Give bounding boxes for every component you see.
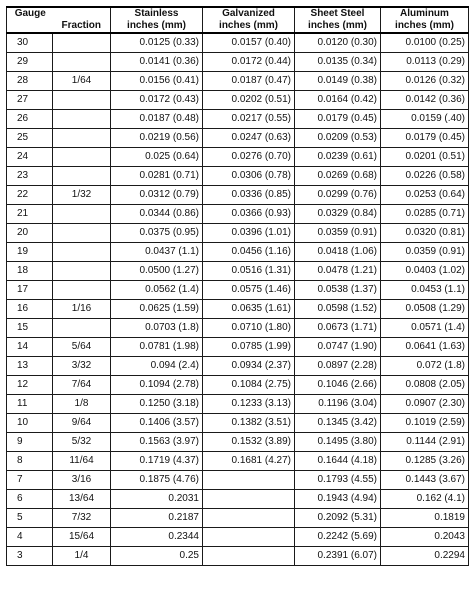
cell-aluminum: 0.1285 (3.26)	[381, 452, 469, 471]
cell-sheet-steel: 0.0179 (0.45)	[295, 110, 381, 129]
table-row	[7, 53, 469, 72]
cell-galvanized: 0.0456 (1.16)	[203, 243, 295, 262]
header-galvanized: Galvanized	[203, 7, 295, 20]
cell-gauge: 23	[7, 167, 53, 186]
cell-fraction: 15/64	[53, 528, 111, 547]
cell-sheet-steel: 0.1046 (2.66)	[295, 376, 381, 395]
cell-galvanized: 0.0202 (0.51)	[203, 91, 295, 110]
table-row	[7, 129, 469, 148]
cell-galvanized: 0.0396 (1.01)	[203, 224, 295, 243]
cell-fraction	[53, 281, 111, 300]
cell-sheet-steel: 0.0239 (0.61)	[295, 148, 381, 167]
header-fraction: Fraction	[53, 20, 111, 33]
cell-stainless: 0.0437 (1.1)	[111, 243, 203, 262]
cell-sheet-steel: 0.1345 (3.42)	[295, 414, 381, 433]
cell-aluminum: 0.1144 (2.91)	[381, 433, 469, 452]
cell-fraction	[53, 91, 111, 110]
cell-sheet-steel: 0.0269 (0.68)	[295, 167, 381, 186]
cell-aluminum: 0.0907 (2.30)	[381, 395, 469, 414]
cell-stainless: 0.0625 (1.59)	[111, 300, 203, 319]
cell-galvanized: 0.0516 (1.31)	[203, 262, 295, 281]
cell-sheet-steel: 0.2092 (5.31)	[295, 509, 381, 528]
cell-fraction: 1/8	[53, 395, 111, 414]
cell-fraction: 7/32	[53, 509, 111, 528]
cell-galvanized: 0.1084 (2.75)	[203, 376, 295, 395]
cell-stainless: 0.0344 (0.86)	[111, 205, 203, 224]
cell-aluminum: 0.0201 (0.51)	[381, 148, 469, 167]
cell-stainless: 0.1406 (3.57)	[111, 414, 203, 433]
table-row	[7, 300, 469, 319]
cell-stainless: 0.094 (2.4)	[111, 357, 203, 376]
cell-stainless: 0.1719 (4.37)	[111, 452, 203, 471]
cell-galvanized: 0.0306 (0.78)	[203, 167, 295, 186]
cell-aluminum: 0.1019 (2.59)	[381, 414, 469, 433]
cell-gauge: 17	[7, 281, 53, 300]
table-row	[7, 205, 469, 224]
cell-gauge: 22	[7, 186, 53, 205]
header-fraction-top	[53, 7, 111, 20]
cell-aluminum: 0.0403 (1.02)	[381, 262, 469, 281]
cell-galvanized: 0.0635 (1.61)	[203, 300, 295, 319]
cell-stainless: 0.2031	[111, 490, 203, 509]
cell-sheet-steel: 0.1943 (4.94)	[295, 490, 381, 509]
cell-sheet-steel: 0.2242 (5.69)	[295, 528, 381, 547]
cell-sheet-steel: 0.1644 (4.18)	[295, 452, 381, 471]
cell-fraction	[53, 167, 111, 186]
cell-stainless: 0.2344	[111, 528, 203, 547]
cell-fraction	[53, 243, 111, 262]
cell-aluminum: 0.2043	[381, 528, 469, 547]
cell-aluminum: 0.0641 (1.63)	[381, 338, 469, 357]
cell-sheet-steel: 0.0164 (0.42)	[295, 91, 381, 110]
cell-fraction	[53, 33, 111, 53]
cell-gauge: 4	[7, 528, 53, 547]
cell-stainless: 0.0312 (0.79)	[111, 186, 203, 205]
cell-fraction: 1/4	[53, 547, 111, 566]
cell-fraction	[53, 148, 111, 167]
cell-sheet-steel: 0.1793 (4.55)	[295, 471, 381, 490]
table-row	[7, 414, 469, 433]
table-row	[7, 528, 469, 547]
cell-fraction	[53, 224, 111, 243]
cell-fraction: 9/64	[53, 414, 111, 433]
cell-galvanized: 0.0217 (0.55)	[203, 110, 295, 129]
cell-gauge: 28	[7, 72, 53, 91]
cell-aluminum: 0.0808 (2.05)	[381, 376, 469, 395]
cell-sheet-steel: 0.0135 (0.34)	[295, 53, 381, 72]
table-row	[7, 509, 469, 528]
cell-sheet-steel: 0.0149 (0.38)	[295, 72, 381, 91]
cell-galvanized	[203, 509, 295, 528]
cell-gauge: 11	[7, 395, 53, 414]
cell-fraction: 1/64	[53, 72, 111, 91]
cell-galvanized: 0.0710 (1.80)	[203, 319, 295, 338]
cell-galvanized: 0.1681 (4.27)	[203, 452, 295, 471]
gauge-table	[6, 6, 469, 566]
cell-stainless: 0.1563 (3.97)	[111, 433, 203, 452]
cell-fraction: 3/16	[53, 471, 111, 490]
gauge-conversion-sheet	[6, 6, 468, 590]
cell-gauge: 21	[7, 205, 53, 224]
table-row	[7, 395, 469, 414]
cell-galvanized	[203, 471, 295, 490]
table-row	[7, 33, 469, 53]
cell-aluminum: 0.0508 (1.29)	[381, 300, 469, 319]
cell-gauge: 24	[7, 148, 53, 167]
cell-gauge: 30	[7, 33, 53, 53]
header-gauge: Gauge	[7, 7, 53, 20]
cell-stainless: 0.1250 (3.18)	[111, 395, 203, 414]
cell-fraction	[53, 129, 111, 148]
cell-galvanized: 0.1382 (3.51)	[203, 414, 295, 433]
cell-galvanized: 0.0575 (1.46)	[203, 281, 295, 300]
cell-aluminum: 0.0100 (0.25)	[381, 33, 469, 53]
cell-aluminum: 0.0159 (.40)	[381, 110, 469, 129]
cell-aluminum: 0.0226 (0.58)	[381, 167, 469, 186]
table-row	[7, 167, 469, 186]
header-stainless: Stainless	[111, 7, 203, 20]
table-row	[7, 72, 469, 91]
cell-stainless: 0.1094 (2.78)	[111, 376, 203, 395]
cell-aluminum: 0.0126 (0.32)	[381, 72, 469, 91]
cell-gauge: 14	[7, 338, 53, 357]
header-units-galvanized: inches (mm)	[203, 20, 295, 33]
cell-galvanized: 0.0172 (0.44)	[203, 53, 295, 72]
cell-gauge: 7	[7, 471, 53, 490]
table-row	[7, 243, 469, 262]
table-row	[7, 490, 469, 509]
cell-gauge: 25	[7, 129, 53, 148]
cell-fraction: 5/64	[53, 338, 111, 357]
cell-gauge: 26	[7, 110, 53, 129]
cell-fraction: 13/64	[53, 490, 111, 509]
cell-aluminum: 0.0359 (0.91)	[381, 243, 469, 262]
table-row	[7, 452, 469, 471]
cell-stainless: 0.1875 (4.76)	[111, 471, 203, 490]
cell-gauge: 8	[7, 452, 53, 471]
cell-gauge: 5	[7, 509, 53, 528]
header-aluminum: Aluminum	[381, 7, 469, 20]
cell-aluminum: 0.072 (1.8)	[381, 357, 469, 376]
table-row	[7, 319, 469, 338]
cell-gauge: 27	[7, 91, 53, 110]
header-gauge-sub	[7, 20, 53, 33]
cell-fraction: 5/32	[53, 433, 111, 452]
table-row	[7, 547, 469, 566]
cell-aluminum: 0.0571 (1.4)	[381, 319, 469, 338]
cell-galvanized: 0.0247 (0.63)	[203, 129, 295, 148]
cell-galvanized: 0.0366 (0.93)	[203, 205, 295, 224]
table-row	[7, 224, 469, 243]
cell-gauge: 20	[7, 224, 53, 243]
cell-stainless: 0.0281 (0.71)	[111, 167, 203, 186]
cell-gauge: 16	[7, 300, 53, 319]
table-row	[7, 433, 469, 452]
header-row-titles	[7, 7, 469, 20]
cell-sheet-steel: 0.2391 (6.07)	[295, 547, 381, 566]
cell-sheet-steel: 0.1495 (3.80)	[295, 433, 381, 452]
cell-fraction	[53, 205, 111, 224]
header-units-aluminum: inches (mm)	[381, 20, 469, 33]
header-sheet-steel: Sheet Steel	[295, 7, 381, 20]
cell-aluminum: 0.0142 (0.36)	[381, 91, 469, 110]
cell-galvanized: 0.1532 (3.89)	[203, 433, 295, 452]
cell-fraction	[53, 319, 111, 338]
cell-fraction	[53, 262, 111, 281]
cell-gauge: 9	[7, 433, 53, 452]
cell-stainless: 0.25	[111, 547, 203, 566]
cell-sheet-steel: 0.0598 (1.52)	[295, 300, 381, 319]
cell-gauge: 6	[7, 490, 53, 509]
cell-gauge: 10	[7, 414, 53, 433]
cell-stainless: 0.0219 (0.56)	[111, 129, 203, 148]
cell-sheet-steel: 0.0299 (0.76)	[295, 186, 381, 205]
cell-aluminum: 0.0253 (0.64)	[381, 186, 469, 205]
table-row	[7, 148, 469, 167]
cell-aluminum: 0.2294	[381, 547, 469, 566]
table-row	[7, 91, 469, 110]
cell-sheet-steel: 0.0329 (0.84)	[295, 205, 381, 224]
cell-sheet-steel: 0.0747 (1.90)	[295, 338, 381, 357]
cell-stainless: 0.0141 (0.36)	[111, 53, 203, 72]
cell-galvanized: 0.0157 (0.40)	[203, 33, 295, 53]
cell-gauge: 15	[7, 319, 53, 338]
cell-gauge: 13	[7, 357, 53, 376]
cell-stainless: 0.0703 (1.8)	[111, 319, 203, 338]
cell-stainless: 0.0375 (0.95)	[111, 224, 203, 243]
cell-galvanized: 0.1233 (3.13)	[203, 395, 295, 414]
cell-galvanized: 0.0785 (1.99)	[203, 338, 295, 357]
table-row	[7, 262, 469, 281]
table-body	[7, 33, 469, 566]
cell-aluminum: 0.0113 (0.29)	[381, 53, 469, 72]
cell-fraction: 7/64	[53, 376, 111, 395]
cell-gauge: 3	[7, 547, 53, 566]
cell-galvanized: 0.0276 (0.70)	[203, 148, 295, 167]
table-row	[7, 338, 469, 357]
cell-gauge: 12	[7, 376, 53, 395]
cell-aluminum: 0.0179 (0.45)	[381, 129, 469, 148]
table-row	[7, 471, 469, 490]
table-row	[7, 186, 469, 205]
cell-stainless: 0.0187 (0.48)	[111, 110, 203, 129]
table-row	[7, 110, 469, 129]
cell-fraction: 3/32	[53, 357, 111, 376]
cell-stainless: 0.0781 (1.98)	[111, 338, 203, 357]
table-row	[7, 281, 469, 300]
cell-sheet-steel: 0.1196 (3.04)	[295, 395, 381, 414]
cell-sheet-steel: 0.0538 (1.37)	[295, 281, 381, 300]
cell-fraction: 11/64	[53, 452, 111, 471]
cell-sheet-steel: 0.0478 (1.21)	[295, 262, 381, 281]
cell-galvanized	[203, 490, 295, 509]
cell-aluminum: 0.0453 (1.1)	[381, 281, 469, 300]
cell-aluminum: 0.1443 (3.67)	[381, 471, 469, 490]
header-row-units	[7, 20, 469, 33]
table-header	[7, 7, 469, 33]
header-units-stainless: inches (mm)	[111, 20, 203, 33]
cell-gauge: 19	[7, 243, 53, 262]
cell-stainless: 0.025 (0.64)	[111, 148, 203, 167]
cell-aluminum: 0.0320 (0.81)	[381, 224, 469, 243]
cell-aluminum: 0.162 (4.1)	[381, 490, 469, 509]
cell-galvanized: 0.0934 (2.37)	[203, 357, 295, 376]
cell-stainless: 0.0562 (1.4)	[111, 281, 203, 300]
cell-aluminum: 0.1819	[381, 509, 469, 528]
cell-stainless: 0.2187	[111, 509, 203, 528]
cell-galvanized: 0.0187 (0.47)	[203, 72, 295, 91]
cell-sheet-steel: 0.0418 (1.06)	[295, 243, 381, 262]
cell-fraction	[53, 110, 111, 129]
cell-fraction: 1/16	[53, 300, 111, 319]
table-row	[7, 376, 469, 395]
cell-gauge: 18	[7, 262, 53, 281]
cell-galvanized: 0.0336 (0.85)	[203, 186, 295, 205]
cell-galvanized	[203, 528, 295, 547]
cell-sheet-steel: 0.0359 (0.91)	[295, 224, 381, 243]
cell-sheet-steel: 0.0209 (0.53)	[295, 129, 381, 148]
cell-fraction: 1/32	[53, 186, 111, 205]
cell-stainless: 0.0125 (0.33)	[111, 33, 203, 53]
cell-sheet-steel: 0.0897 (2.28)	[295, 357, 381, 376]
cell-stainless: 0.0500 (1.27)	[111, 262, 203, 281]
cell-sheet-steel: 0.0673 (1.71)	[295, 319, 381, 338]
cell-gauge: 29	[7, 53, 53, 72]
cell-stainless: 0.0172 (0.43)	[111, 91, 203, 110]
cell-stainless: 0.0156 (0.41)	[111, 72, 203, 91]
header-units-sheet-steel: inches (mm)	[295, 20, 381, 33]
cell-aluminum: 0.0285 (0.71)	[381, 205, 469, 224]
cell-fraction	[53, 53, 111, 72]
cell-galvanized	[203, 547, 295, 566]
cell-sheet-steel: 0.0120 (0.30)	[295, 33, 381, 53]
table-row	[7, 357, 469, 376]
